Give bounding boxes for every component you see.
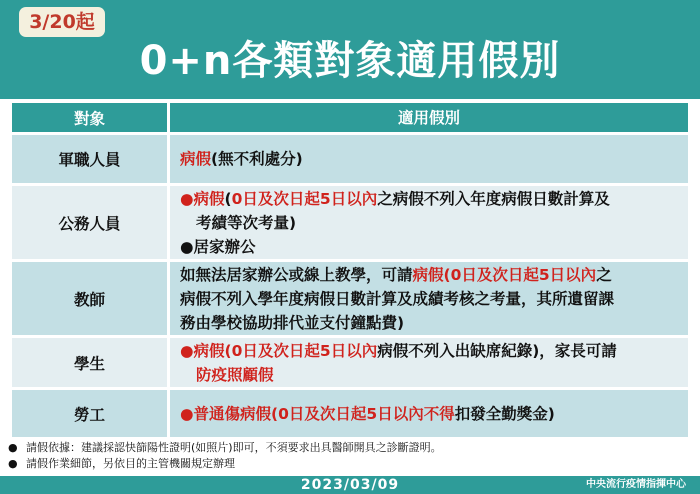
header-banner [0,0,700,99]
row-leave: ●普通傷病假(0日及次日起5日以內不得扣發全勤獎金) [170,390,688,437]
footer-bar [0,476,700,494]
leave-table [12,103,688,437]
bullet-icon: ● [8,441,18,454]
note-item: ● 請假作業細節，另依目的主管機關規定辦理 [8,457,235,470]
row-target: 勞工 [12,390,167,437]
page-title: 0+n各類對象適用假別 [139,38,561,84]
row-target: 公務人員 [12,186,167,259]
date-badge: 3/20起 [19,7,105,37]
table-row [12,338,688,387]
footnotes [8,440,698,472]
bullet-icon: ● [8,457,18,470]
col-header-leave: 適用假別 [170,103,688,132]
footer-org: 中央流行疫情指揮中心 [586,479,686,490]
row-target: 軍職人員 [12,135,167,183]
table-row [12,135,688,183]
row-leave: ●病假(0日及次日起5日以內病假不列入出缺席紀錄)，家長可請 防疫照顧假 [170,338,688,387]
table-row [12,262,688,335]
row-leave: 病假(無不利處分) [170,135,688,183]
row-target: 教師 [12,262,167,335]
table-row [12,186,688,259]
table-row [12,390,688,437]
table-header-row [12,103,688,132]
note-item: ● 請假依據：建議採認快篩陽性證明(如照片)即可，不須要求出具醫師開具之診斷證明。 [8,441,442,454]
footer-date: 2023/03/09 [300,477,400,493]
col-header-target: 對象 [12,103,167,132]
row-leave: 如無法居家辦公或線上教學，可請病假(0日及次日起5日以內之 病假不列入學年度病假日數計算及成績考核之考量，其所遺留課 務由學校協助排代並支付鐘點費) [170,262,688,335]
row-leave: ●病假(0日及次日起5日以內之病假不列入年度病假日數計算及 考績等次考量) ●居家辦公 [170,186,688,259]
row-target: 學生 [12,338,167,387]
